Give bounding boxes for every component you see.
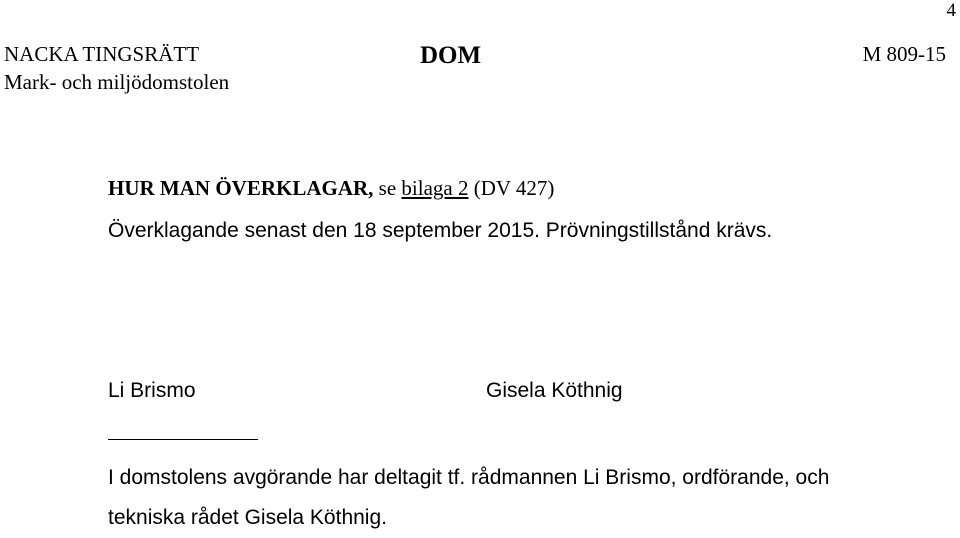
signature-right: Gisela Köthnig: [486, 379, 623, 402]
page-number: 4: [946, 0, 956, 21]
document-type-title: DOM: [420, 42, 482, 69]
appeal-heading-suffix: (DV 427): [468, 176, 555, 200]
signature-left: Li Brismo: [108, 379, 196, 402]
court-name: NACKA TINGSRÄTT: [4, 42, 200, 66]
court-division: Mark- och miljödomstolen: [4, 70, 230, 94]
participants-note: I domstolens avgörande har deltagit tf. rådmannen Li Brismo, ordförande, och tekniska rådet Gisela Köthnig.: [108, 466, 830, 529]
appeal-deadline-text: Överklagande senast den 18 september 2015. Prövningstillstånd krävs.: [108, 219, 773, 242]
appeal-heading-prefix: se: [373, 176, 402, 200]
case-number: M 809-15: [862, 42, 946, 66]
appeal-heading-title: HUR MAN ÖVERKLAGAR,: [108, 176, 374, 200]
footnote-divider: [108, 439, 258, 440]
appeal-heading: [108, 176, 554, 200]
attachment-link[interactable]: bilaga 2: [401, 176, 469, 200]
